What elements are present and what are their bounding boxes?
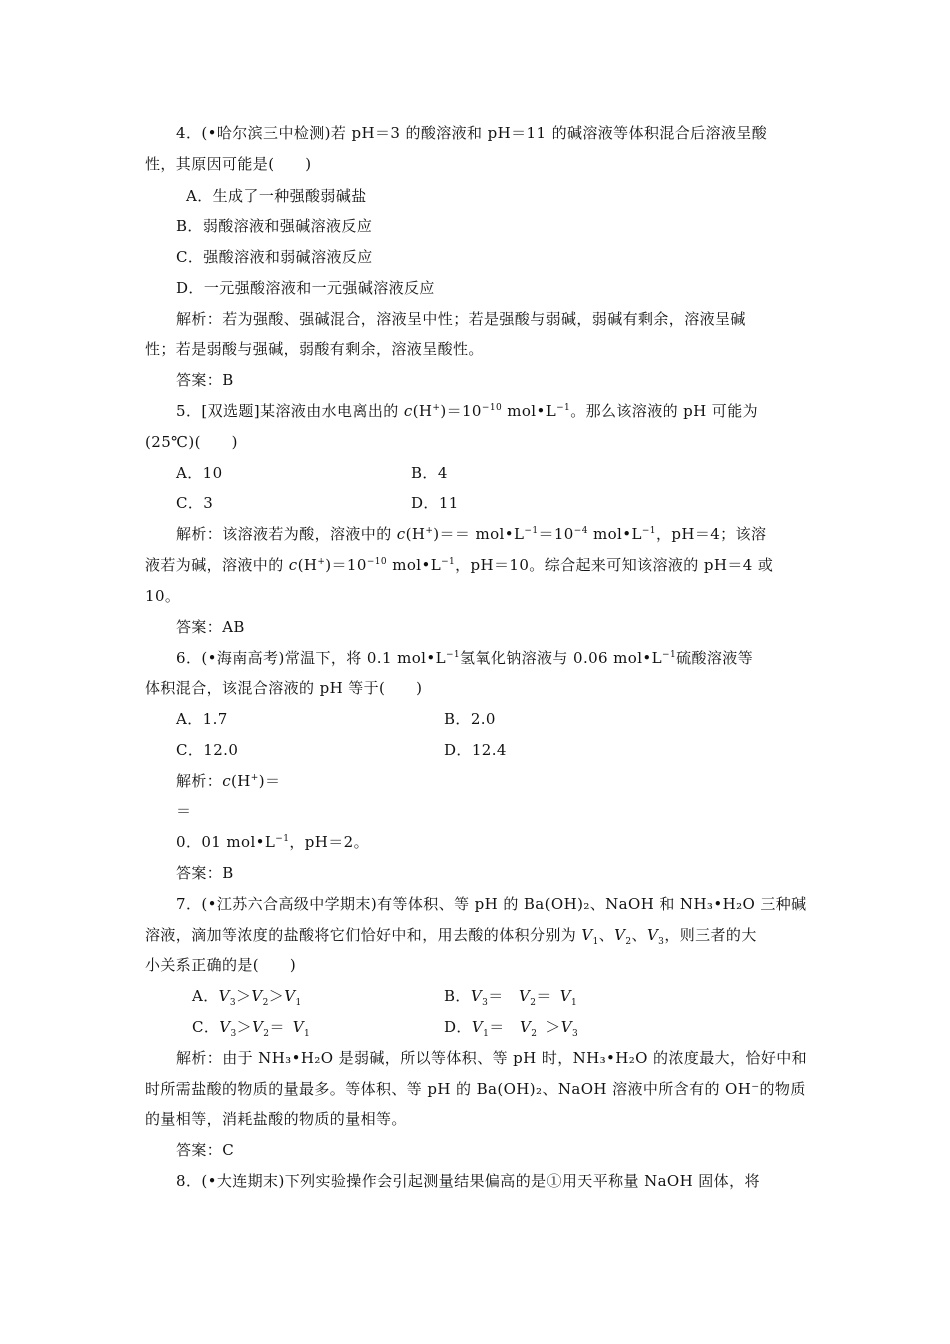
q6-option-b: B．2.0 (444, 710, 496, 728)
q5-option-a: A．10 (176, 464, 223, 482)
q6-option-d: D．12.4 (444, 741, 507, 759)
q4-option-b: B．弱酸溶液和强碱溶液反应 (176, 217, 373, 235)
q7-stem-line2: 溶液，滴加等浓度的盐酸将它们恰好中和，用去酸的体积分别为 $V_1$、$V_2$、$V_3$，则三者的大 (145, 926, 757, 947)
q5-explanation-line1: 解析：该溶液若为酸，溶液中的 $c(H^+)== mol•L^{-1}=10^{-4}$ $mol•L^{-1}$，pH＝4；该溶 (176, 525, 767, 543)
q4-stem-line2: 性，其原因可能是( ) (145, 155, 312, 173)
q6-explanation-line1: 解析：c(H+)＝ (176, 772, 281, 790)
q7-option-b: B．$V_3=$ $V_2=$ $V_1$ (444, 987, 578, 1008)
q5-option-d: D．11 (411, 494, 459, 512)
q6-stem-line1: 6．(•海南高考)常温下，将 0.1 $mol•L^{-1}$氢氧化钠溶液与 0.06 $mol•L^{-1}$硫酸溶液等 (176, 649, 754, 667)
q4-option-c: C．强酸溶液和弱碱溶液反应 (176, 248, 373, 266)
q4-option-d: D．一元强酸溶液和一元强碱溶液反应 (176, 279, 435, 297)
q4-explanation-line1: 解析：若为强酸、强碱混合，溶液呈中性；若是强酸与弱碱，弱碱有剩余，溶液呈碱 (176, 310, 746, 328)
q8-stem-line1: 8．(•大连期末)下列实验操作会引起测量结果偏高的是①用天平称量 NaOH 固体，将 (176, 1172, 760, 1190)
q7-answer: 答案：C (176, 1141, 235, 1159)
q5-option-c: C．3 (176, 494, 214, 512)
q4-stem-line1: 4．(•哈尔滨三中检测)若 pH＝3 的酸溶液和 pH＝11 的碱溶液等体积混合后溶液呈酸 (176, 124, 768, 142)
q7-explanation-line1: 解析：由于 NH₃•H₂O 是弱碱，所以等体积、等 pH 时，NH₃•H₂O 的浓度最大，恰好中和 (176, 1049, 808, 1067)
q5-explanation-line2: 液若为碱，溶液中的 $c(H^+)=10^{-10}$ $mol•L^{-1}$，pH＝10。综合起来可知该溶液的 pH＝4 或 (145, 556, 774, 574)
q7-option-a: A．$V_3>V_2>V_1$ (192, 987, 302, 1008)
q6-option-a: A．1.7 (176, 710, 228, 728)
q7-explanation-line3: 的量相等，消耗盐酸的物质的量相等。 (145, 1110, 407, 1128)
q7-stem-line1: 7．(•江苏六合高级中学期末)有等体积、等 pH 的 Ba(OH)₂、NaOH 和 NH₃•H₂O 三种碱 (176, 895, 807, 913)
q6-explanation-line2: ＝ (176, 802, 192, 820)
q7-option-c: C．$V_3>V_2=$ $V_1$ (192, 1018, 311, 1039)
q7-stem-line3: 小关系正确的是( ) (145, 956, 297, 974)
q4-explanation-line2: 性；若是弱酸与强碱，弱酸有剩余，溶液呈酸性。 (145, 340, 484, 358)
q5-option-b: B．4 (411, 464, 448, 482)
q6-explanation-line3: 0．01 $mol•L^{-1}$，pH＝2。 (176, 833, 369, 851)
q6-option-c: C．12.0 (176, 741, 239, 759)
q5-explanation-line3: 10。 (145, 587, 181, 605)
q6-stem-line2: 体积混合，该混合溶液的 pH 等于( ) (145, 679, 423, 697)
q6-answer: 答案：B (176, 864, 234, 882)
q7-option-d: D．$V_1=$ $V_2$ $>V_3$ (444, 1018, 579, 1039)
q4-answer: 答案：B (176, 371, 234, 389)
q5-stem-line1: 5．[双选题]某溶液由水电离出的 $c(H^+)=10^{-10}$ $mol•L^{-1}$。那么该溶液的 pH 可能为 (176, 402, 759, 420)
q5-stem-line2: (25℃)( ) (145, 433, 238, 451)
q4-option-a: A．生成了一种强酸弱碱盐 (186, 187, 367, 205)
q5-answer: 答案：AB (176, 618, 245, 636)
q7-explanation-line2: 时所需盐酸的物质的量最多。等体积、等 pH 的 Ba(OH)₂、NaOH 溶液中所含有的 OH⁻的物质 (145, 1080, 806, 1098)
